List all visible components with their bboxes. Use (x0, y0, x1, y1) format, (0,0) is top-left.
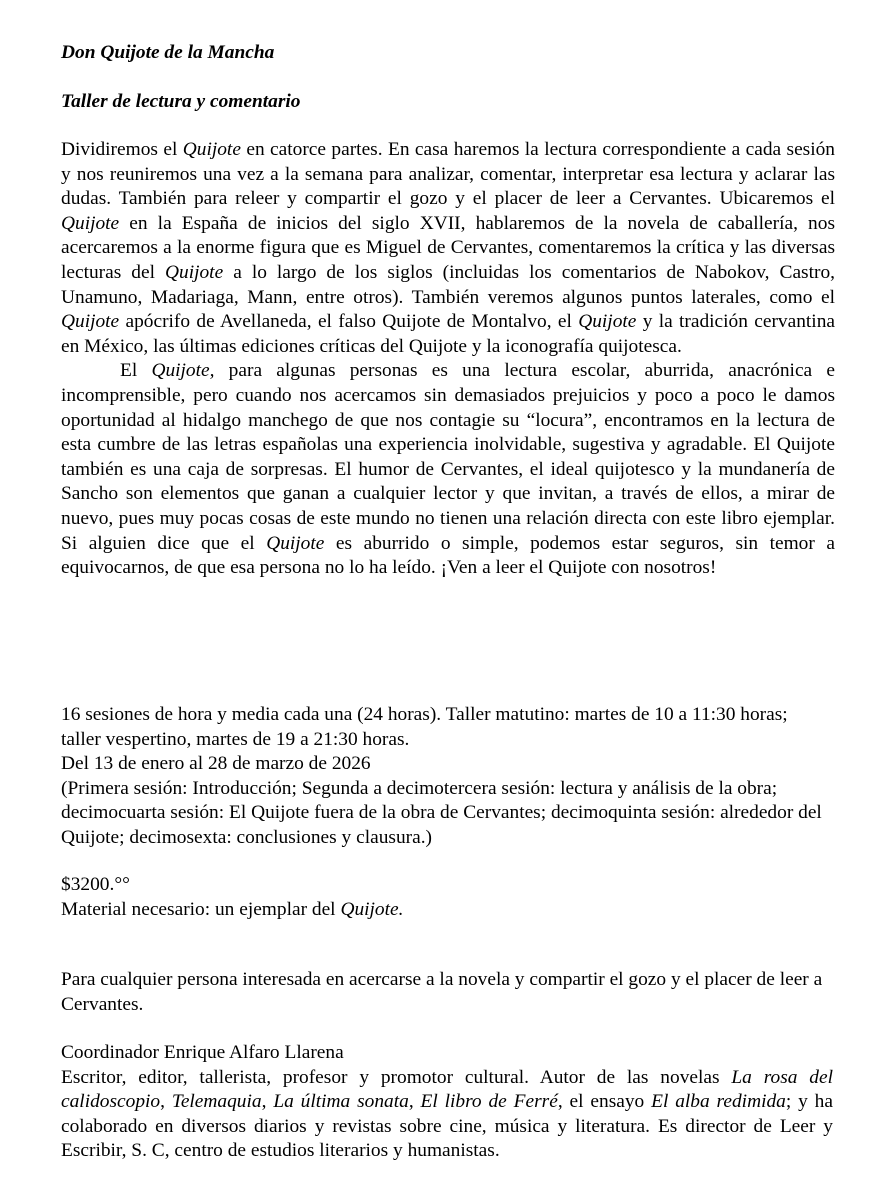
schedule-section (61, 703, 831, 851)
document-subtitle: Taller de lectura y comentario (61, 91, 301, 112)
material-needed: Material necesario: un ejemplar del Quijote. (61, 898, 404, 920)
schedule-dates: Del 13 de enero al 28 de marzo de 2026 (61, 753, 371, 775)
audience-note: Para cualquier persona interesada en acercarse a la novela y compartir el gozo y el placer de leer a Cervantes. (61, 969, 823, 1015)
coordinator-section (61, 1041, 833, 1164)
schedule-program: (Primera sesión: Introducción; Segunda a decimotercera sesión: lectura y análisis de la obra; decimocuarta sesión: El Quijote fuera de la obra de Cervantes; decimoquinta sesión: alrededor del Quijote; decimosexta: conclusiones y clausura.) (61, 777, 822, 848)
schedule-sessions: 16 sesiones de hora y media cada una (24 horas). Taller matutino: martes de 10 a 11:30 horas; taller vespertino, martes de 19 a 21:30 horas. (61, 704, 788, 750)
intro-paragraph: Dividiremos el Quijote en catorce partes. En casa haremos la lectura correspondiente a cada sesión y nos reuniremos una vez a la semana para analizar, comentar, interpretar esa lectura y aclarar las dudas. También para releer y compartir el gozo y el placer de leer a Cervantes. Ubicaremos el Quijote en la España de inicios del siglo XVII, hablaremos de la novela de caballería, nos acercaremos a la enorme figura que es Miguel de Cervantes, comentaremos la crítica y las diversas lecturas del Quijote a lo largo de los siglos (incluidas los comentarios de Nabokov, Castro, Unamuno, Madariaga, Mann, entre otros). También veremos algunos puntos laterales, como el Quijote apócrifo de Avellaneda, el falso Quijote de Montalvo, el Quijote y la tradición cervantina en México, las últimas ediciones críticas del Quijote y la iconografía quijotesca. (61, 139, 835, 357)
coordinator-bio: Escritor, editor, tallerista, profesor y promotor cultural. Autor de las novelas La rosa del calidoscopio, Telemaquia, La última sonata, El libro de Ferré, el ensayo El alba redimida; y ha colaborado en diversos diarios y revistas sobre cine, música y literatura. Es director de Leer y Escribir, S. C, centro de estudios literarios y humanistas. (61, 1066, 833, 1162)
second-paragraph: El Quijote, para algunas personas es una lectura escolar, aburrida, anacrónica e incomprensible, pero cuando nos acercamos sin demasiados prejuicios y poco a poco le damos oportunidad al hidalgo manchego de que nos contagie su “locura”, encontramos en la lectura de esta cumbre de las letras españolas una experiencia inolvidable, sugestiva y agradable. El Quijote también es una caja de sorpresas. El humor de Cervantes, el ideal quijotesco y la mundanería de Sancho son elementos que ganan a cualquier lector y que invitan, a través de ellos, a mirar de nuevo, pues muy pocas cosas de este mundo no tienen una relación directa con este libro ejemplar. Si alguien dice que el Quijote es aburrido o simple, podemos estar seguros, sin temor a equivocarnos, de que esa persona no lo ha leído. ¡Ven a leer el Quijote con nosotros! (61, 360, 835, 579)
coordinator-name: Coordinador Enrique Alfaro Llarena (61, 1042, 344, 1063)
intro-section (61, 138, 835, 581)
price: $3200.°° (61, 874, 130, 895)
document-title: Don Quijote de la Mancha (61, 42, 275, 63)
cost-section (61, 873, 831, 922)
